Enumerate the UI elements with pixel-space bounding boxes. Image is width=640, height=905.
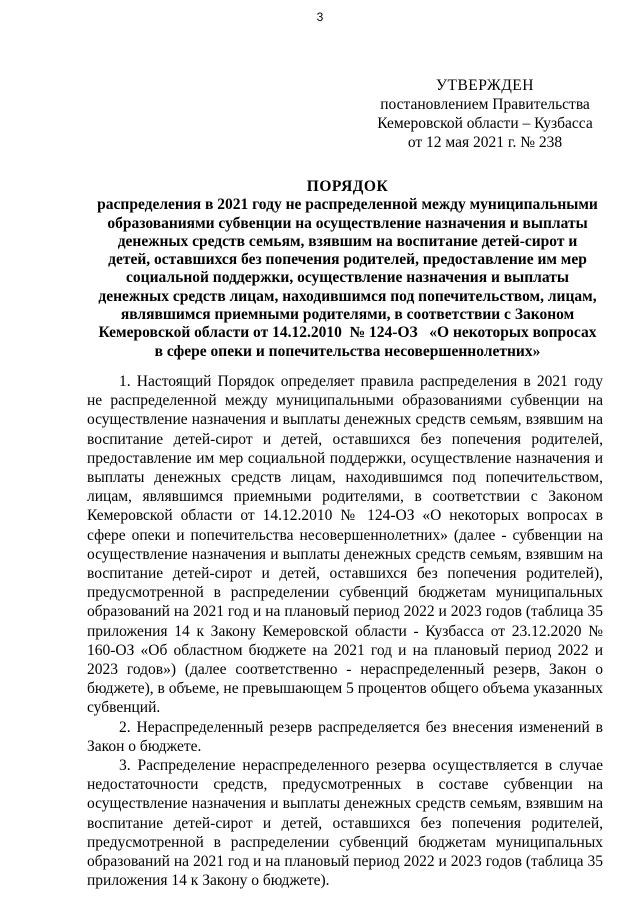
document-subtitle: распределения в 2021 году не распределенной между муниципальными образованиями субвенции на осуществление назначения и выплаты денежных средств семьям, взявшим на воспитание детей-сирот и детей, оставшихся без попечения родителей, предоставление им мер социальной поддержки, осуществление назначения и выплаты денежных средств лицам, находившимся под попечительством, лицам, являвшимся приемными родителями, в соответствии с Законом Кемеровской области от 14.12.2010 № 124-ОЗ «О некоторых вопросах в сфере опеки и попечительства несовершеннолетних» (97, 196, 602, 360)
document-body (87, 372, 603, 890)
approval-line-1: постановлением Правительства (380, 96, 590, 113)
paragraph-2: 2. Нераспределенный резерв распределяется без внесения изменений в Закон о бюджете. (87, 718, 603, 755)
document-title-block (95, 178, 600, 361)
approval-block (360, 76, 610, 152)
paragraph-3: 3. Распределение нераспределенного резерва осуществляется в случае недостаточности средств, предусмотренных в составе субвенции на осуществление назначения и выплаты денежных средств семьям, взявшим на воспитание детей-сирот и детей, оставшихся без попечения родителей, предусмотренной в распределении субвенций бюджетам муниципальных образований на 2021 год и на плановый период 2022 и 2023 годов (таблица 35 приложения 14 к Закону о бюджете). (87, 757, 603, 890)
approval-line-2: Кемеровской области – Кузбасса (377, 115, 593, 132)
document-title: ПОРЯДОК (306, 178, 389, 195)
approval-title: УТВЕРЖДЕН (436, 77, 534, 94)
paragraph-1: 1. Настоящий Порядок определяет правила распределения в 2021 году не распределенной между муниципальными образованиями субвенции на осуществление назначения и выплаты денежных средств семьям, взявшим на воспитание детей-сирот и детей, оставшихся без попечения родителей, предоставление им мер социальной поддержки, осуществление назначения и выплаты денежных средств лицам, находившимся под попечительством, лицам, являвшимся приемными родителями, в соответствии с Законом Кемеровской области от 14.12.2010 № 124-ОЗ «О некоторых вопросах в сфере опеки и попечительства несовершеннолетних» (далее - субвенции на осуществление назначения и выплаты денежных средств семьям, взявшим на воспитание детей-сирот и детей, оставшихся без попечения родителей), предусмотренной в распределении субвенций бюджетам муниципальных образований на 2021 год и на плановый период 2022 и 2023 годов (таблица 35 приложения 14 к Закону Кемеровской области - Кузбасса от 23.12.2020 № 160-ОЗ «Об областном бюджете на 2021 год и на плановый период 2022 и 2023 годов») (далее соответственно - нераспределенный резерв, Закон о бюджете), в объеме, не превышающем 5 процентов общего объема указанных субвенций. (87, 373, 603, 717)
page-number: 3 (316, 10, 324, 24)
approval-line-3: от 12 мая 2021 г. № 238 (407, 134, 563, 151)
